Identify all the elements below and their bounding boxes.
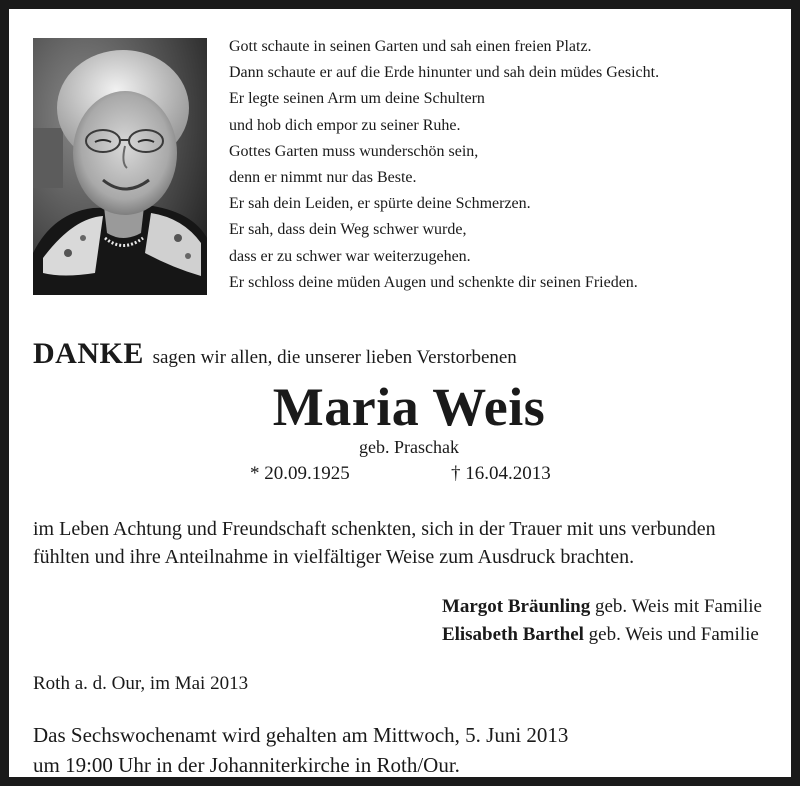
service-notice [33,720,568,780]
thanks-line: fühlten und ihre Anteilnahme in vielfältiger Weise zum Ausdruck brachten. [33,546,635,568]
signer-suffix: geb. Weis mit Familie [595,596,762,617]
thanks-heading: DANKE [33,337,144,370]
signer [442,621,762,649]
thanks-line: im Leben Achtung und Freundschaft schenkten, sich in der Trauer mit uns verbunden [33,518,716,540]
birth-date: * 20.09.1925 [250,463,350,484]
poem-line: Dann schaute er auf die Erde hinunter und sah dein müdes Gesicht. [229,64,660,82]
deceased-name: Maria Weis [272,377,546,437]
portrait-image [33,38,207,295]
death-date: † 16.04.2013 [451,463,551,484]
thanks-body [33,515,716,571]
signer-suffix: geb. Weis und Familie [588,624,759,645]
signer-name: Elisabeth Barthel [441,624,584,645]
poem-line: Gott schaute in seinen Garten und sah einen freien Platz. [229,38,592,55]
poem-line: Gottes Garten muss wunderschön sein, [229,142,479,160]
poem-line: Er schloss deine müden Augen und schenkte dir seinen Frieden. [229,273,638,291]
poem-line: Er legte seinen Arm um deine Schultern [229,90,485,108]
poem-line: dass er zu schwer war weiterzugehen. [229,247,471,265]
signers [442,593,762,649]
poem-line: und hob dich empor zu seiner Ruhe. [229,116,461,134]
thanks-intro [33,337,517,371]
poem-line: Er sah, dass dein Weg schwer wurde, [229,221,467,239]
signer [442,593,762,621]
poem [229,34,659,296]
service-line: Das Sechswochenamt wird gehalten am Mittwoch, 5. Juni 2013 [33,723,569,747]
service-line: um 19:00 Uhr in der Johanniterkirche in Roth/Our. [33,753,460,777]
thanks-intro-text: sagen wir allen, die unserer lieben Verstorbenen [152,347,517,368]
portrait-photo [33,38,207,295]
place-date: Roth a. d. Our, im Mai 2013 [33,673,249,694]
poem-line: Er sah dein Leiden, er spürte deine Schmerzen. [229,195,531,213]
poem-line: denn er nimmt nur das Beste. [229,169,417,187]
maiden-name: geb. Praschak [359,437,459,457]
signer-name: Margot Bräunling [441,596,591,617]
